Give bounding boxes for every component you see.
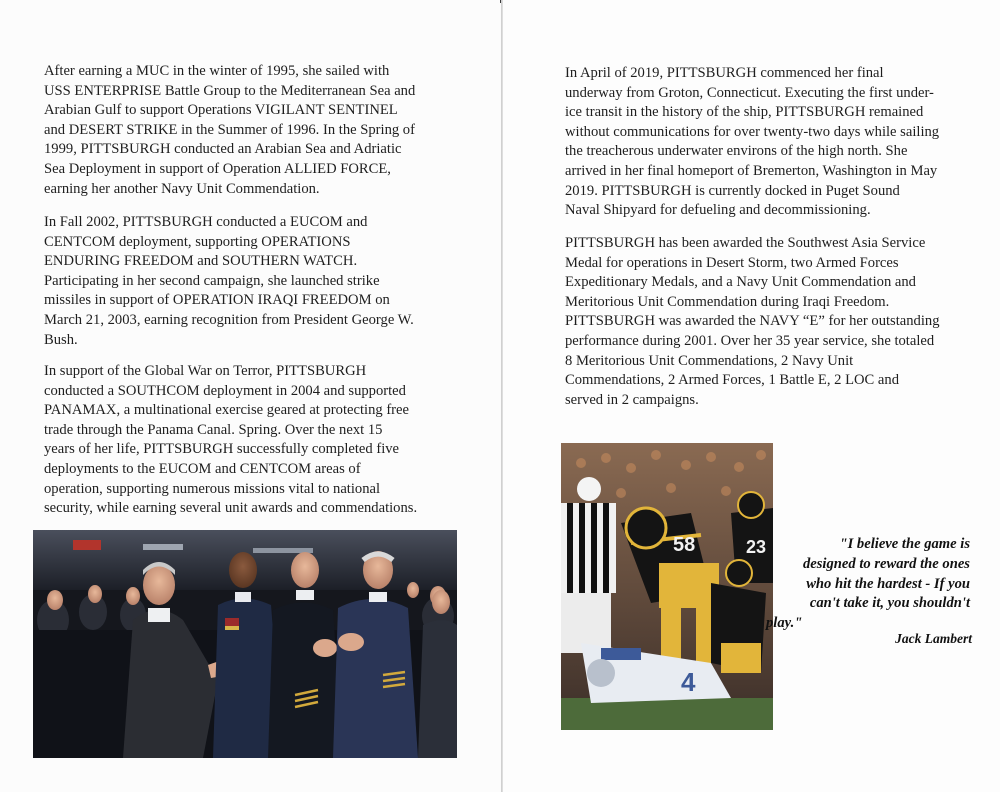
right-paragraph-2 — [565, 234, 940, 410]
text-line: earning her another Navy Unit Commendation. — [44, 180, 320, 197]
text-line: conducted a SOUTHCOM deployment in 2004 and supported — [44, 382, 406, 399]
text-line: PITTSBURGH has been awarded the Southwest Asia Service — [565, 235, 926, 251]
left-paragraph-3 — [44, 362, 417, 519]
quote-attribution: Jack Lambert — [895, 631, 972, 646]
text-line: ENDURING FREEDOM and SOUTHERN WATCH. — [44, 253, 358, 270]
text-line: and DESERT STRIKE in the Summer of 1996. In the Spring of — [44, 121, 415, 138]
text-line: without communications for over twenty-two days while sailing — [565, 123, 940, 140]
text-line: USS ENTERPRISE Battle Group to the Mediterranean Sea and — [44, 82, 416, 99]
text-line: served in 2 campaigns. — [565, 391, 699, 408]
text-line: Medal for operations in Desert Storm, two Armed Forces — [565, 254, 899, 271]
jersey-number-4: 4 — [681, 667, 696, 697]
text-line: arrived in her final homeport of Bremerton, Washington in May — [565, 162, 938, 179]
text-line: 8 Meritorious Unit Commendations, 2 Navy Unit — [565, 352, 854, 369]
text-line: operation, supporting numerous missions vital to national — [44, 480, 381, 497]
text-line: Commendations, 2 Armed Forces, 1 Battle E, 2 LOC and — [565, 372, 899, 389]
quote-line: can't take it, you shouldn't — [809, 595, 970, 612]
text-line: CENTCOM deployment, supporting OPERATIONS — [44, 233, 351, 250]
text-line: years of her life, PITTSBURGH successfully completed five — [44, 441, 400, 458]
left-paragraph-1 — [44, 62, 415, 199]
text-line: 2019. PITTSBURGH is currently docked in Puget Sound — [565, 182, 900, 199]
text-line: PITTSBURGH was awarded the NAVY “E” for her outstanding — [565, 313, 940, 330]
quote-line: designed to reward the ones — [802, 555, 970, 572]
right-page — [503, 0, 1000, 792]
text-line: 1999, PITTSBURGH conducted an Arabian Sea and Adriatic — [44, 141, 402, 158]
jersey-number-23: 23 — [746, 537, 767, 557]
ceremony-handshake-photo — [33, 530, 457, 758]
text-line: March 21, 2003, earning recognition from President George W. — [44, 311, 414, 328]
text-line: In April of 2019, PITTSBURGH commenced her final — [565, 65, 884, 81]
text-line: Naval Shipyard for defueling and decommissioning. — [565, 202, 871, 219]
jack-lambert-quote — [730, 535, 970, 634]
quote-line: play." — [766, 615, 803, 632]
text-line: Arabian Gulf to support Operations VIGILANT SENTINEL — [44, 102, 398, 119]
text-line: security, while earning several unit awards and commendations. — [44, 500, 418, 517]
text-line: Bush. — [44, 331, 78, 348]
quote-line: "I believe the game is — [839, 536, 970, 552]
text-line: Participating in her second campaign, she launched strike — [44, 272, 380, 289]
text-line: performance during 2001. Over her 35 year service, she totaled — [565, 332, 935, 349]
text-line: PANAMAX, a multinational exercise geared at protecting free — [44, 402, 409, 419]
jersey-number-58: 58 — [673, 534, 696, 556]
text-line: deployments to the EUCOM and CENTCOM areas of — [44, 460, 361, 477]
text-line: Expeditionary Medals, and a Navy Unit Commendation and — [565, 274, 916, 291]
text-line: missiles in support of OPERATION IRAQI FREEDOM on — [44, 292, 390, 309]
text-line: In support of the Global War on Terror, PITTSBURGH — [44, 363, 367, 379]
ceremony-photo-art — [33, 530, 457, 758]
text-line: ice transit in the history of the ship, PITTSBURGH remained — [565, 104, 924, 121]
right-paragraph-1 — [565, 64, 939, 221]
text-line: trade through the Panama Canal. Spring. Over the next 15 — [44, 421, 383, 438]
left-paragraph-2 — [44, 213, 414, 350]
quote-line: who hit the hardest - If you — [806, 575, 970, 592]
text-line: After earning a MUC in the winter of 1995, she sailed with — [44, 63, 390, 79]
text-line: In Fall 2002, PITTSBURGH conducted a EUCOM and — [44, 214, 368, 230]
text-line: the treacherous underwater environs of the high north. She — [565, 143, 908, 160]
text-line: underway from Groton, Connecticut. Executing the first under- — [565, 84, 934, 101]
text-line: Sea Deployment in support of Operation ALLIED FORCE, — [44, 160, 391, 177]
text-line: Meritorious Unit Commendation during Iraqi Freedom. — [565, 293, 890, 310]
